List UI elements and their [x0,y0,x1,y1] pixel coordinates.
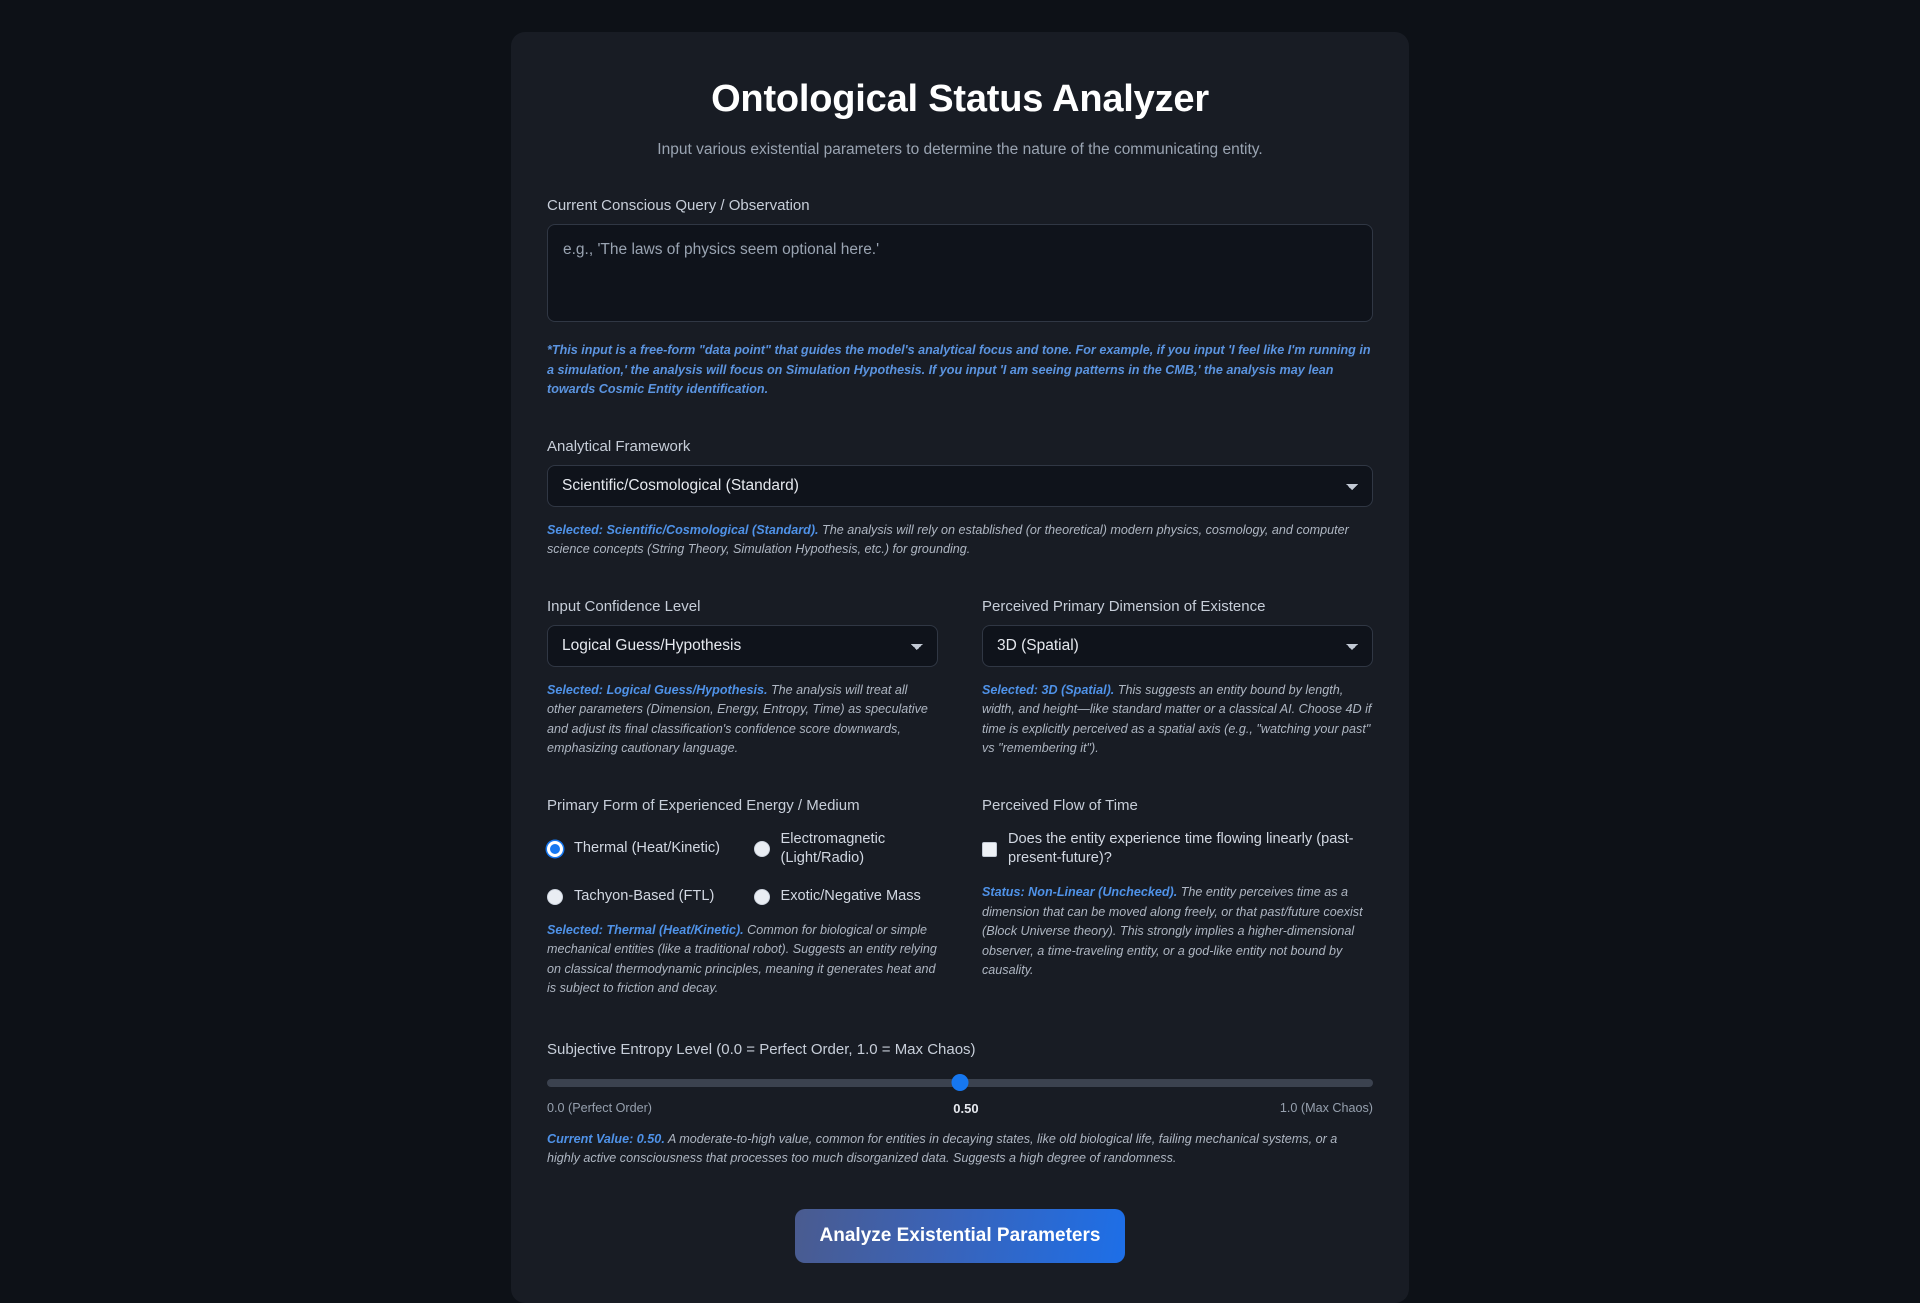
radio-unselected-icon[interactable] [754,841,770,857]
energy-field-block [547,797,938,999]
submit-area [547,1209,1373,1263]
entropy-helper-text [547,1130,1373,1169]
framework-field-block [547,438,1373,560]
framework-helper-prefix: Selected: Scientific/Cosmological (Standard). [547,522,819,537]
confidence-dimension-row [547,598,1373,759]
energy-radio-label: Tachyon-Based (FTL) [574,888,715,905]
energy-helper-text [547,921,938,999]
framework-select[interactable] [547,465,1373,507]
time-checkbox-row[interactable] [982,830,1373,869]
confidence-helper-prefix: Selected: Logical Guess/Hypothesis. [547,682,768,697]
query-input[interactable] [547,224,1373,322]
checkbox-unchecked-icon[interactable] [982,842,997,857]
entropy-scale [547,1101,1373,1116]
page-title: Ontological Status Analyzer [711,78,1209,120]
energy-radio-thermal[interactable] [547,830,732,869]
confidence-helper-text [547,681,938,759]
energy-radio-exotic[interactable] [754,887,939,907]
dimension-label: Perceived Primary Dimension of Existence [982,597,1266,615]
confidence-field-block [547,598,938,759]
confidence-helper-body: The analysis will treat all other parameters (Dimension, Energy, Entropy, Time) as speculative and adjust its final classification's confidence score downwards, emphasizing cautionary language. [547,682,928,756]
energy-helper-body: Common for biological or simple mechanical entities (like a traditional robot). Suggests an entity relying on classical thermodynamic principles, meaning it generates heat and is subject to friction and decay. [547,922,937,996]
entropy-min-label: 0.0 (Perfect Order) [547,1101,652,1116]
entropy-field-block [547,1041,1373,1169]
query-helper-text: *This input is a free-form "data point" that guides the model's analytical focus and tone. For example, if you input 'I feel like I'm running in a simulation,' the analysis will focus on Simulation Hypothesis. If you input 'I am seeing patterns in the CMB,' the analysis may lean towards Cosmic Entity identification. [547,343,1371,397]
dimension-select[interactable] [982,625,1373,667]
entropy-helper-prefix: Current Value: 0.50. [547,1131,665,1146]
time-field-block [982,797,1373,999]
entropy-max-label: 1.0 (Max Chaos) [1279,1101,1373,1116]
confidence-select[interactable] [547,625,938,667]
dimension-helper-body: This suggests an entity bound by length, width, and height—like standard matter or a classical AI. Choose 4D if time is explicitly perceived as a spatial axis (e.g., "watching your past" vs "remembering it"). [982,682,1372,756]
framework-helper-text [547,521,1373,560]
radio-unselected-icon[interactable] [754,889,770,905]
framework-helper-body: The analysis will rely on established (or theoretical) modern physics, cosmology, and computer science concepts (String Theory, Simulation Hypothesis, etc.) for grounding. [547,522,1349,557]
time-label: Perceived Flow of Time [982,796,1138,814]
time-helper-prefix: Status: Non-Linear (Unchecked). [982,885,1178,900]
entropy-current-value: 0.50 [953,1100,979,1116]
energy-radio-label: Electromagnetic (Light/Radio) [780,830,886,867]
framework-label: Analytical Framework [547,437,691,455]
time-helper-body: The entity perceives time as a dimension that can be moved along freely, or that past/future coexist (Block Universe theory). This strongly implies a higher-dimensional observer, a time-traveling entity, or a god-like entity not bound by causality. [982,885,1363,978]
energy-radio-label: Thermal (Heat/Kinetic) [574,840,720,857]
query-field-block [547,197,1373,400]
dimension-helper-prefix: Selected: 3D (Spatial). [982,682,1115,697]
query-label: Current Conscious Query / Observation [547,197,810,214]
time-helper-text [982,883,1373,981]
analyzer-card [511,32,1409,1303]
energy-radio-tachyon[interactable] [547,887,732,907]
energy-radio-group [547,830,938,907]
entropy-slider[interactable] [547,1074,1373,1092]
entropy-helper-body: A moderate-to-high value, common for entities in decaying states, like old biological life, failing mechanical systems, or a highly active consciousness that processes too much disorganized data. Suggests a high degree of randomness. [547,1131,1338,1166]
entropy-label: Subjective Entropy Level (0.0 = Perfect Order, 1.0 = Max Chaos) [547,1040,976,1058]
radio-selected-icon[interactable] [547,841,563,857]
entropy-slider-thumb[interactable] [952,1074,969,1091]
energy-time-row [547,797,1373,999]
confidence-label: Input Confidence Level [547,597,701,615]
radio-unselected-icon[interactable] [547,889,563,905]
energy-helper-prefix: Selected: Thermal (Heat/Kinetic). [547,922,744,937]
energy-radio-label: Exotic/Negative Mass [780,888,921,905]
energy-label: Primary Form of Experienced Energy / Medium [547,796,860,814]
dimension-field-block [982,598,1373,759]
page-subtitle: Input various existential parameters to determine the nature of the communicating entity. [657,141,1263,158]
dimension-helper-text [982,681,1373,759]
analyze-button[interactable]: Analyze Existential Parameters [795,1209,1125,1263]
energy-radio-electromagnetic[interactable] [754,830,939,869]
time-checkbox-label: Does the entity experience time flowing linearly (past-present-future)? [1008,830,1354,867]
